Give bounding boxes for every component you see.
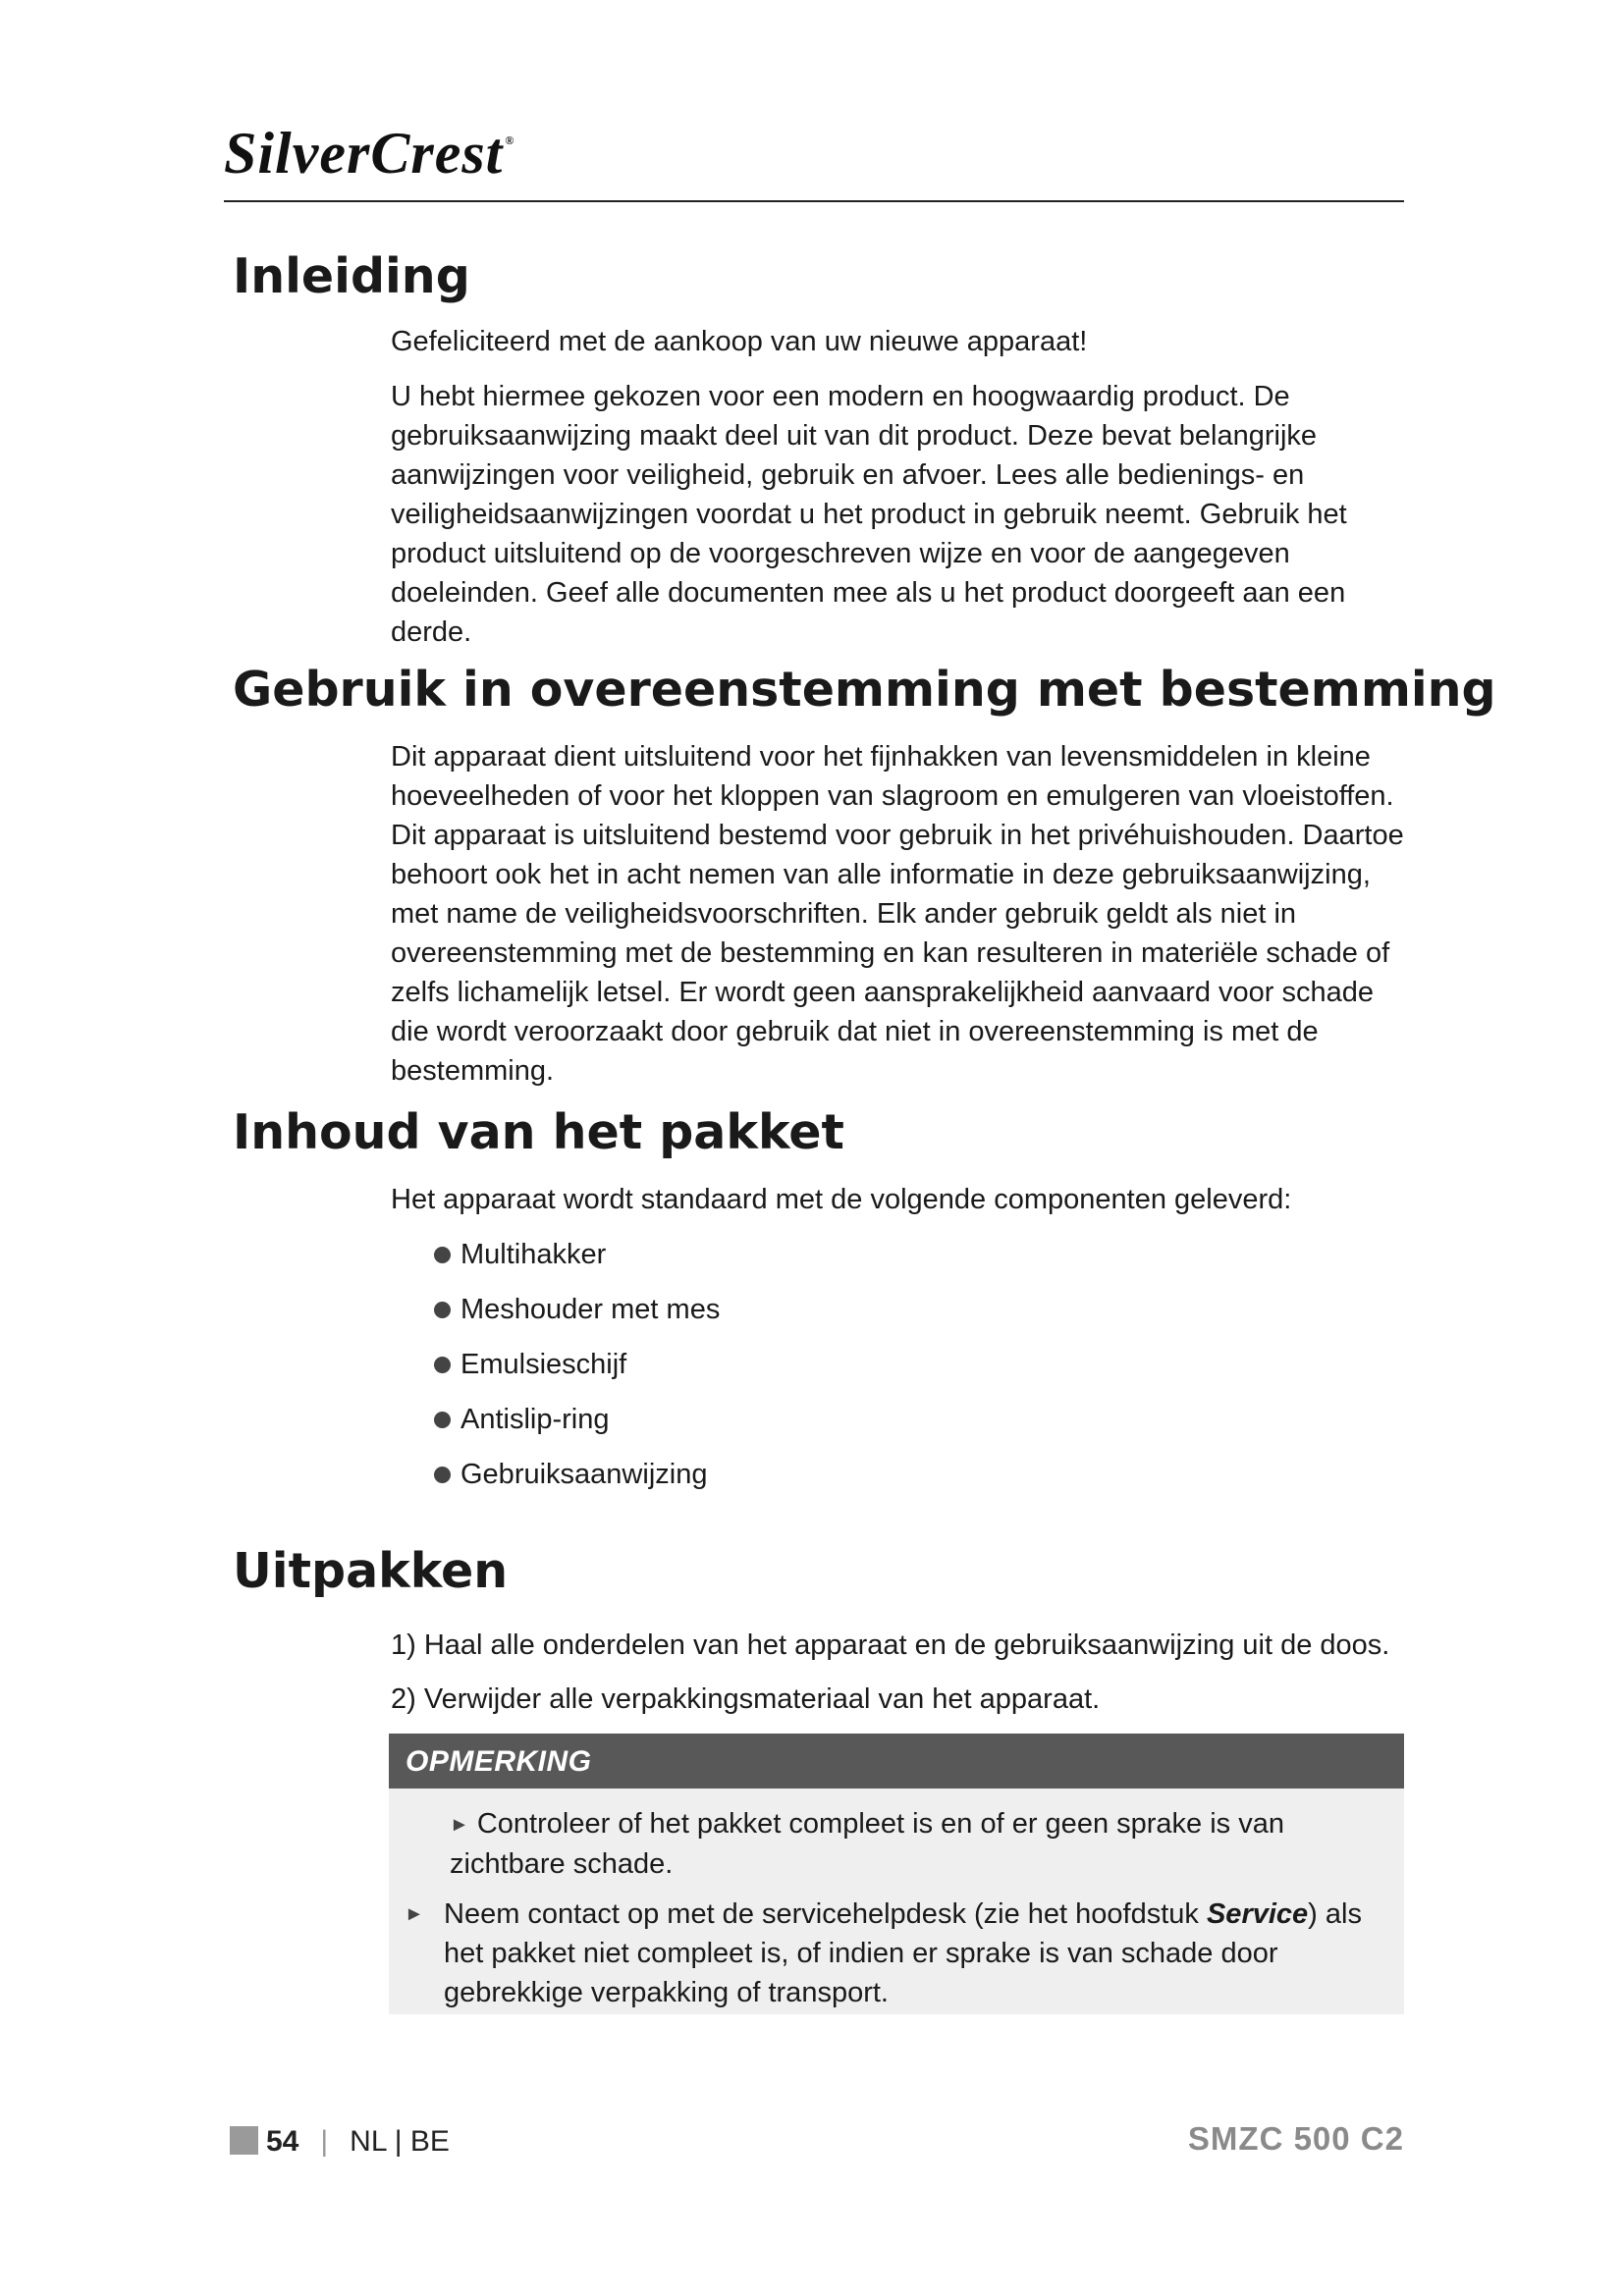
arrow-right-icon: ► [405,1903,424,1925]
bullet-icon [434,1357,451,1373]
note-title: OPMERKING [389,1734,1404,1789]
note-item-2-text [444,1895,1394,2012]
model-number: SMZC 500 C2 [1187,2120,1404,2157]
list-item [432,1235,720,1290]
brand-logo [224,120,514,187]
bullet-icon [434,1412,451,1428]
note-text-part: ) als het pakket niet compleet is, of indien er sprake is van schade door gebrekkige verpakking of transport. [444,1898,1362,2008]
usage-paragraph: Dit apparaat dient uitsluitend voor het fijnhakken van levensmiddelen in kleine hoeveelheden of voor het kloppen van slagroom en emulgeren van vloeistoffen. Dit apparaat is uitsluitend bestemd voor gebruik in het privéhuishouden. Daartoe behoort ook het in acht nemen van alle informatie in deze gebruiksaanwijzing, met name de veiligheidsvoorschriften. Elk ander gebruik geldt als niet in overeenstemming met de bestemming en kan resulteren in materiële schade of zelfs lichamelijk letsel. Er wordt geen aansprakelijkheid aanvaard voor schade die wordt veroorzaakt door gebruik dat niet in overeenstemming is met de bestemming. [391,741,1404,1087]
footer-separator: | [320,2125,329,2158]
heading-unpack: Uitpakken [233,1543,509,1599]
brand-name: SilverCrest [224,121,504,186]
note-text-part: Neem contact op met de servicehelpdesk (zie het hoofdstuk [444,1898,1207,1930]
list-item [432,1400,720,1455]
list-item [432,1290,720,1345]
step-number: 2) [391,1683,416,1715]
arrow-right-icon: ► [450,1814,469,1836]
heading-package: Inhoud van het pakket [233,1104,844,1160]
note-service-ref: Service [1206,1898,1309,1930]
step-text: Haal alle onderdelen van het apparaat en de gebruiksaanwijzing uit de doos. [423,1629,1390,1661]
bullet-icon [434,1467,451,1483]
list-item-label: Multihakker [460,1239,607,1270]
step-text: Verwijder alle verpakkingsmateriaal van het apparaat. [423,1683,1101,1715]
registered-mark: ® [505,133,515,147]
package-intro: Het apparaat wordt standaard met de volgende componenten geleverd: [391,1184,1292,1215]
note-item-2 [405,1895,1394,2012]
header-divider [224,200,1404,202]
language-label: NL | BE [350,2125,450,2158]
intro-paragraph-1: Gefeliciteerd met de aankoop van uw nieuwe apparaat! [391,326,1088,357]
step-item [391,1626,1417,1680]
bullet-icon [434,1302,451,1318]
step-item [391,1680,1417,1734]
note-item-text: Controleer of het pakket compleet is en of er geen sprake is van zichtbare schade. [450,1808,1284,1880]
page-footer [230,2122,450,2162]
list-item-label: Antislip-ring [460,1404,610,1435]
list-item [432,1345,720,1400]
note-box [389,1734,1404,2014]
list-item [432,1455,720,1510]
heading-usage: Gebruik in overeenstemming met bestemming [233,662,1496,718]
page-number: 54 [266,2125,299,2158]
intro-paragraph-2: U hebt hiermee gekozen voor een modern en hoogwaardig product. De gebruiksaanwijzing maakt deel uit van dit product. Deze bevat belangrijke aanwijzingen voor veiligheid, gebruik en afvoer. Lees alle bedienings- en veiligheidsaanwijzingen voordat u het product in gebruik neemt. Gebruik het product uitsluitend op de voorgeschreven wijze en voor de aangegeven doeleinden. Geef alle documenten mee als u het product doorgeeft aan een derde. [391,381,1347,648]
package-list [432,1235,720,1510]
list-item-label: Emulsieschijf [460,1349,627,1380]
list-item-label: Gebruiksaanwijzing [460,1459,708,1490]
list-item-label: Meshouder met mes [460,1294,721,1325]
step-number: 1) [391,1629,416,1661]
bullet-icon [434,1247,451,1263]
page-marker-icon [230,2126,258,2155]
unpack-steps [391,1626,1417,1734]
heading-intro: Inleiding [233,248,470,304]
note-item-1 [450,1804,1392,1884]
